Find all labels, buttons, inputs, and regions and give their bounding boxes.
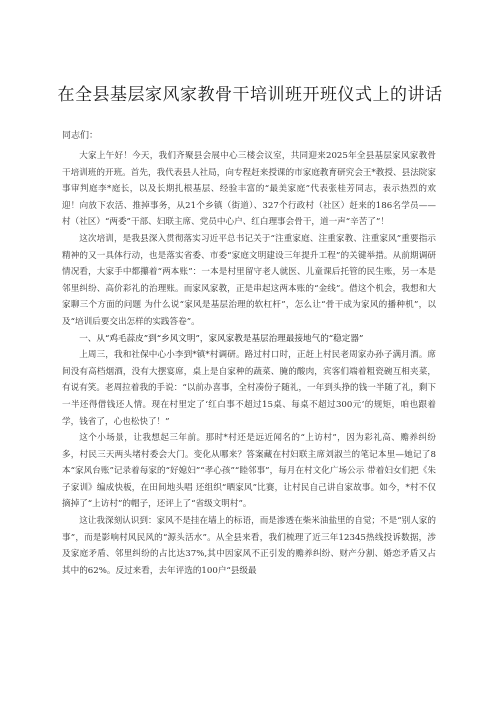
paragraph-purpose: 这次培训，是我县深入贯彻落实习近平总书记关于“注重家庭、注重家教、注重家风”重要指示精神的又一具体行动，也是落实省委、市委“家庭文明建设三年提升工程”的关键举措。从前期调研情况看，大家手中都攥着“两本账”：一本是村里留守老人就医、儿童课后托管的民生账，另一本是邻里纠纷、高价彩礼的治理账。而家风家教，正是串起这两本账的“金线”。借这个机会，我想和大家聊三个方面的问题 为什么说“家风是基层治理的软杠杆”，怎么让“骨干成为家风的播种机”，以及“培训后要交出怎样的实践答卷”。 — [62, 233, 436, 327]
section-heading-1: 一、从“鸡毛蒜皮”到“乡风文明”，家风家教是基层治理最接地气的“稳定器” — [79, 333, 364, 344]
paragraph-village-change: 这个小场景，让我想起三年前。那时*村还是远近闻名的“上访村”，因为彩礼高、赡养纠纷多，村民三天两头堵村委会大门。变化从哪来？答案藏在村妇联主席刘淑兰的笔记本里—她记了8本“家风台账”记录着每家的“好媳妇”“孝心孩”“睦邻事”，每月在村文化广场公示 带着妇女们把《朱子家训》编成快板，在田间地头唱 还组织“晒家风”比赛，让村民自己讲自家故事。如今，*村不仅摘掉了“上访村”的帽子，还评上了“省级文明村”。 — [62, 433, 436, 510]
paragraph-insight: 这让我深刻认识到：家风不是挂在墙上的标语，而是渗透在柴米油盐里的自觉；不是“别人家的事”，而是影响村风民风的“源头活水”。从全县来看，我们梳理了近三年12345热线投诉数据，涉及家庭矛盾、邻里纠纷的占比达37%,其中因家风不正引发的赡养纠纷、财产分割、婚恋矛盾又占其中的62%。反过来看，去年评选的100户“县级最 — [62, 516, 436, 576]
paragraph-opening: 大家上午好！今天，我们齐聚县会展中心三楼会议室，共同迎来2025年全县基层家风家教骨干培训班的开班。首先，我代表县人社局，向专程赶来授课的市家庭教育研究会王*教授、县法院家事审判庭李*庭长，以及长期扎根基层、经验丰富的“最美家庭”代表张桂芳同志，表示热烈的欢迎！向放下农活、推掉事务，从21个乡镇（街道）、327个行政村（社区）赶来的186名学员——村（社区）“两委”干部、妇联主席、党员中心户、红白理事会骨干，道一声“辛苦了”！ — [62, 151, 436, 228]
document-body — [62, 148, 436, 579]
document-title: 在全县基层家风家教骨干培训班开班仪式上的讲话 — [57, 85, 443, 105]
paragraph-anecdote: 上周三，我和社保中心小李到*镇*村调研。路过村口时，正赶上村民老周家办孙子满月酒。席间没有高档烟酒，没有大摆宴席，桌上是自家种的蔬菜、腌的酸肉，宾客们端着粗瓷碗互相夹菜，有说有笑。老周拉着我的手说：“以前办喜事，全村凑份子随礼，一年到头挣的钱一半随了礼，剩下一半还得借钱还人情。现在村里定了‘红白事不超过15桌、每桌不超过300元’的规矩，咱也跟着学，钱省了，心也松快了！” — [62, 350, 436, 427]
salutation: 同志们： — [62, 131, 99, 141]
